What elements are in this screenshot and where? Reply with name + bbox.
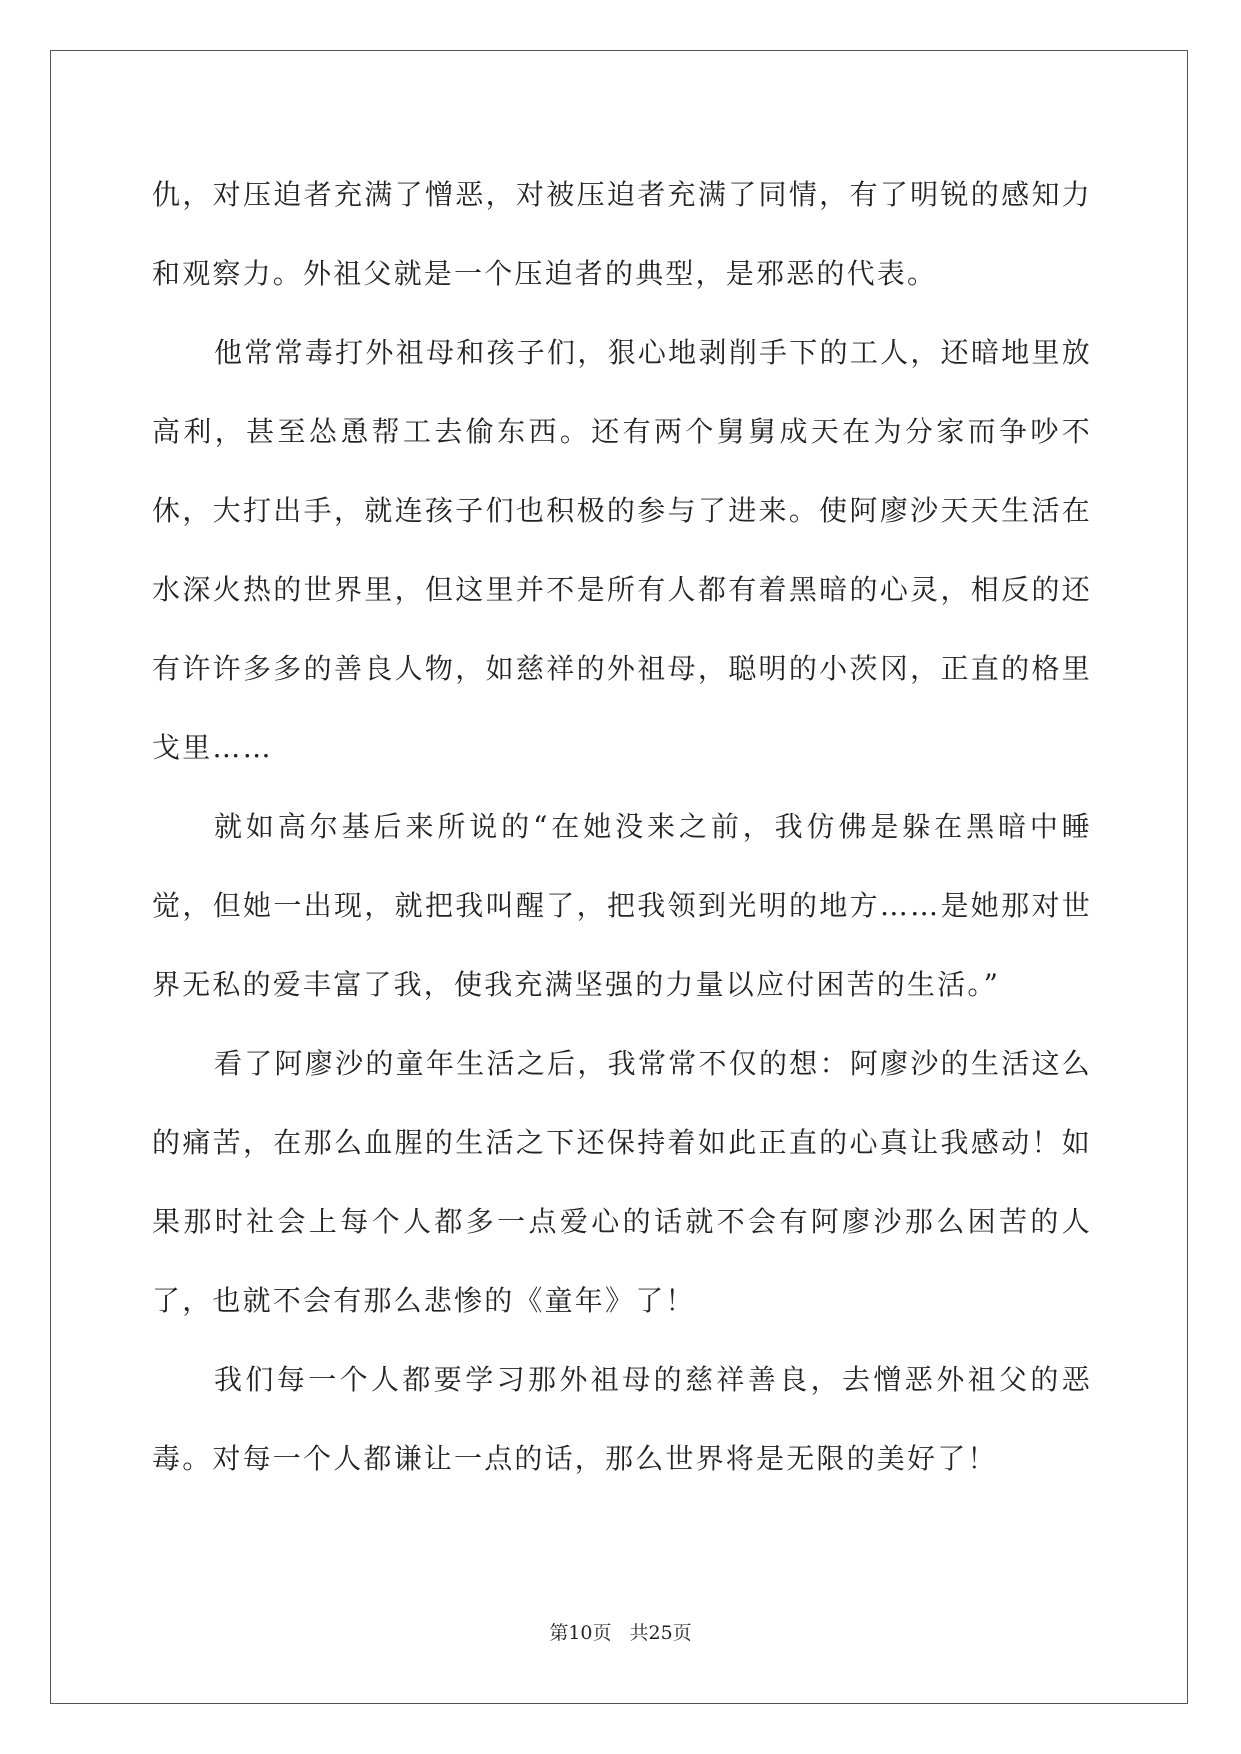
paragraph-1: 仇，对压迫者充满了憎恶，对被压迫者充满了同情，有了明锐的感知力和观察力。外祖父就是一个压迫者的典型，是邪恶的代表。 [152, 178, 1092, 290]
page-footer [0, 1618, 1241, 1645]
document-body [152, 155, 1092, 1498]
paragraph-2: 他常常毒打外祖母和孩子们，狠心地剥削手下的工人，还暗地里放高利，甚至怂恿帮工去偷东西。还有两个舅舅成天在为分家而争吵不休，大打出手，就连孩子们也积极的参与了进来。使阿廖沙天天生活在水深火热的世界里，但这里并不是所有人都有着黑暗的心灵，相反的还有许许多多的善良人物，如慈祥的外祖母，聪明的小茨冈，正直的格里戈里…… [152, 336, 1092, 764]
paragraph-3: 就如高尔基后来所说的“在她没来之前，我仿佛是躲在黑暗中睡觉，但她一出现，就把我叫醒了，把我领到光明的地方……是她那对世界无私的爱丰富了我，使我充满坚强的力量以应付困苦的生活。” [152, 810, 1092, 1001]
paragraph-4: 看了阿廖沙的童年生活之后，我常常不仅的想：阿廖沙的生活这么的痛苦，在那么血腥的生活之下还保持着如此正直的心真让我感动！如果那时社会上每个人都多一点爱心的话就不会有阿廖沙那么困苦的人了，也就不会有那么悲惨的《童年》了！ [152, 1047, 1092, 1317]
paragraph-5: 我们每一个人都要学习那外祖母的慈祥善良，去憎恶外祖父的恶毒。对每一个人都谦让一点的话，那么世界将是无限的美好了！ [152, 1363, 1092, 1475]
current-page-label: 第10页 [549, 1622, 612, 1644]
total-pages-label: 共25页 [629, 1622, 692, 1644]
